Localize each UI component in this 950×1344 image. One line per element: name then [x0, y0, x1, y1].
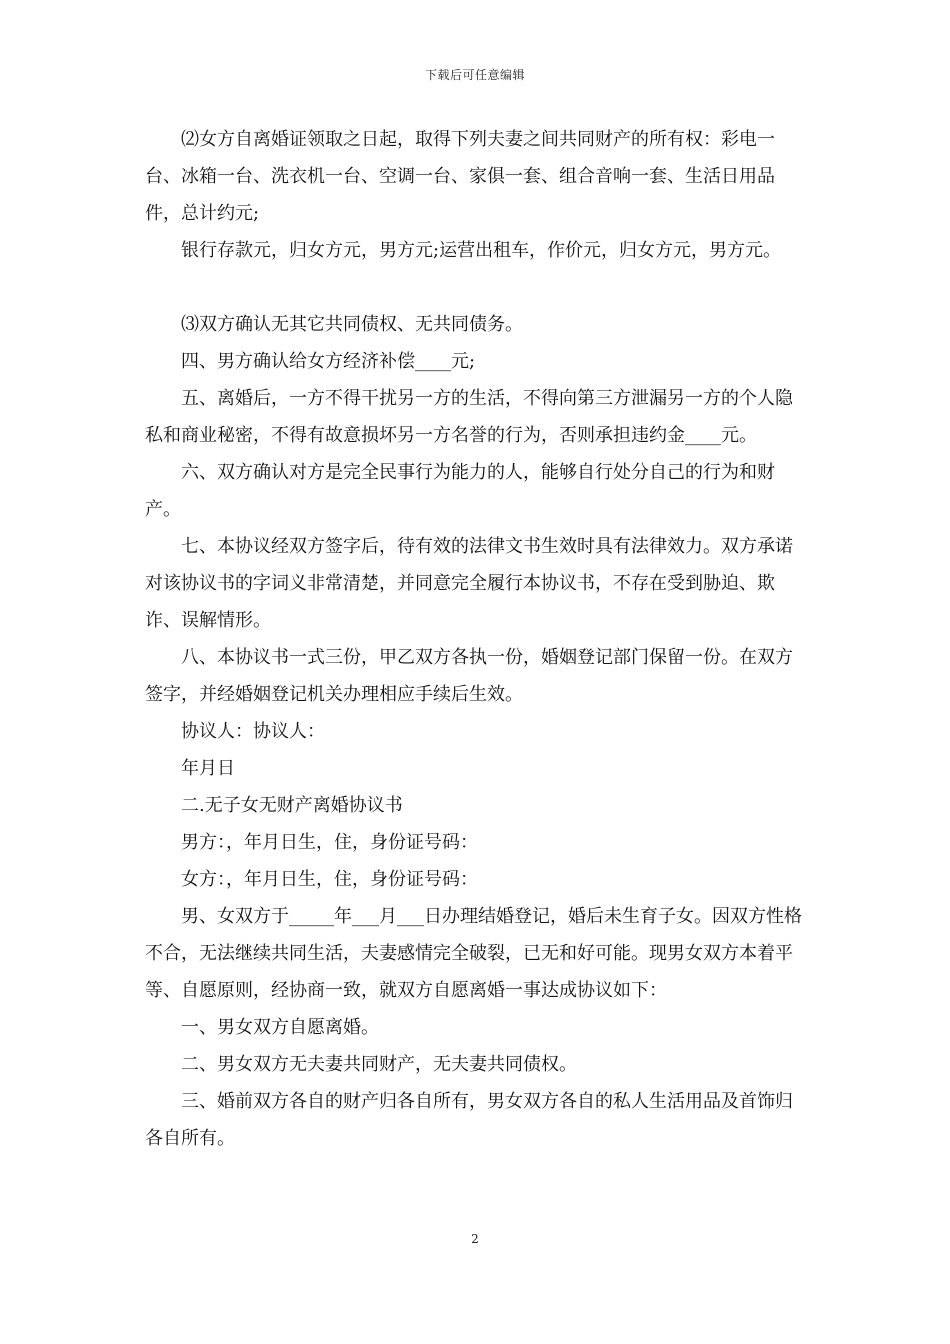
document-body: [145, 121, 810, 1157]
paragraph-bank-deposit: 银行存款元，归女方元，男方元;运营出租车，作价元，归女方元，男方元。: [181, 240, 782, 261]
paragraph-signatories: 协议人：协议人：: [181, 721, 325, 742]
paragraph-marriage-registration: 男、女双方于_____年___月___日办理结婚登记，婚后未生育子女。因双方性格不合，无法继续共同生活，夫妻感情完全破裂，已无和好可能。现男女双方本着平等、自愿原则，经协商一致，就双方自愿离婚一事达成协议如下：: [145, 906, 802, 1001]
paragraph-copies: 八、本协议书一式三份，甲乙双方各执一份，婚姻登记部门保留一份。在双方签字，并经婚姻登记机关办理相应手续后生效。: [145, 647, 793, 705]
header-note: 下载后可任意编辑: [424, 68, 525, 82]
page-number: 2: [471, 1232, 479, 1246]
paragraph-property-women: ⑵女方自离婚证领取之日起，取得下列夫妻之间共同财产的所有权：彩电一台、冰箱一台、洗衣机一台、空调一台、家俱一套、组合音响一套、生活日用品件，总计约元;: [145, 129, 775, 224]
paragraph-clause-one: 一、男女双方自愿离婚。: [181, 1017, 379, 1038]
section-title: 二.无子女无财产离婚协议书: [181, 795, 403, 816]
paragraph-clause-three: 三、婚前双方各自的财产归各自所有，男女双方各自的私人生活用品及首饰归各自所有。: [145, 1091, 793, 1149]
paragraph-gap: [145, 269, 810, 306]
paragraph-no-debt: ⑶双方确认无其它共同债权、无共同债务。: [181, 314, 523, 335]
paragraph-compensation: 四、男方确认给女方经济补偿____元;: [181, 351, 476, 372]
paragraph-man-info: 男方：，年月日生，住，身份证号码：: [181, 832, 478, 853]
paragraph-privacy: 五、离婚后，一方不得干扰另一方的生活，不得向第三方泄漏另一方的个人隐私和商业秘密，不得有故意损坏另一方名誉的行为，否则承担违约金____元。: [145, 388, 793, 446]
paragraph-effectiveness: 七、本协议经双方签字后，待有效的法律文书生效时具有法律效力。双方承诺对该协议书的字词义非常清楚，并同意完全履行本协议书，不存在受到胁迫、欺诈、误解情形。: [145, 536, 793, 631]
paragraph-clause-two: 二、男女双方无夫妻共同财产，无夫妻共同债权。: [181, 1054, 577, 1075]
paragraph-date: 年月日: [181, 758, 235, 779]
paragraph-capacity: 六、双方确认对方是完全民事行为能力的人，能够自行处分自己的行为和财产。: [145, 462, 775, 520]
paragraph-woman-info: 女方：，年月日生，住，身份证号码：: [181, 869, 478, 890]
